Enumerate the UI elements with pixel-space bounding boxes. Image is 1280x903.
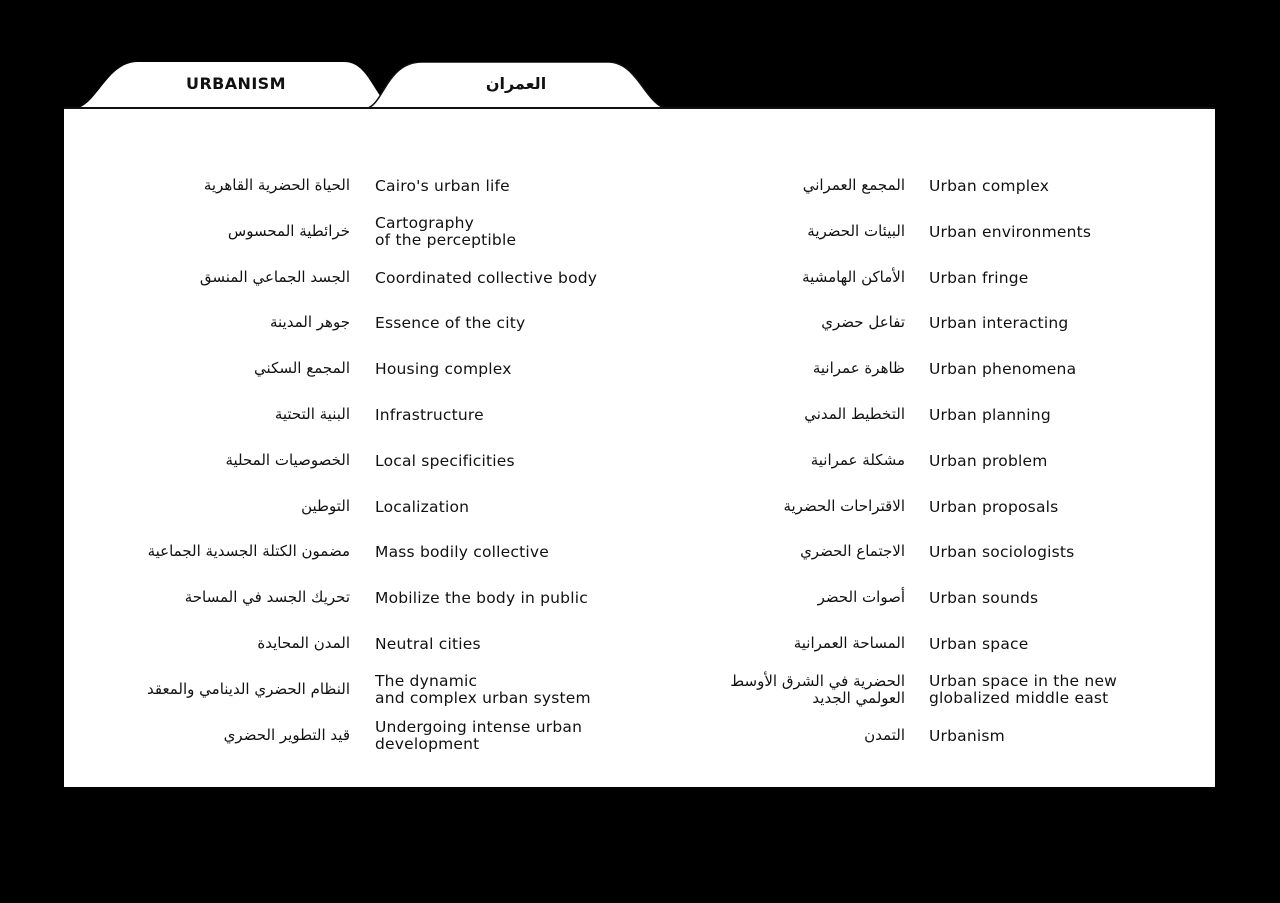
arabic-term: الاجتماع الحضري xyxy=(800,542,905,561)
arabic-term: الحياة الحضرية القاهرية xyxy=(203,176,350,194)
tab-arabic[interactable] xyxy=(368,62,664,108)
arabic-term: المجمع العمراني xyxy=(802,176,905,194)
arabic-term: تحريك الجسد في المساحة xyxy=(184,588,350,607)
arabic-term: المدن المحايدة xyxy=(257,634,350,652)
english-term: Urban sociologists xyxy=(929,543,1075,562)
arabic-term: النظام الحضري الدينامي والمعقد xyxy=(147,679,350,698)
glossary-panel xyxy=(64,107,1215,787)
arabic-term: أصوات الحضر xyxy=(817,588,905,607)
english-term: Urban planning xyxy=(929,406,1051,424)
arabic-term: تفاعل حضري xyxy=(821,313,905,332)
english-term: Coordinated collective body xyxy=(375,268,598,287)
english-term: Urban space xyxy=(929,635,1029,653)
english-term: Infrastructure xyxy=(375,406,484,424)
arabic-term: ظاهرة عمرانية xyxy=(812,359,905,378)
arabic-term: التمدن xyxy=(864,725,905,744)
arabic-term: مشكلة عمرانية xyxy=(810,450,905,469)
english-term: Urban problem xyxy=(929,451,1048,470)
arabic-term: الجسد الجماعي المنسق xyxy=(199,267,350,286)
english-term: Localization xyxy=(375,497,470,516)
arabic-term: الخصوصيات المحلية xyxy=(225,450,350,469)
arabic-term: المساحة العمرانية xyxy=(793,634,905,652)
english-term: Urban environments xyxy=(929,222,1092,241)
arabic-term: الحضرية في الشرق الأوسط العولمي الجديد xyxy=(730,671,905,707)
english-term: Cairo's urban life xyxy=(375,177,510,195)
arabic-term: البيئات الحضرية xyxy=(807,221,905,240)
english-term: Urban interacting xyxy=(929,314,1069,333)
english-term: Cartography of the perceptible xyxy=(375,213,517,249)
english-term: Mobilize the body in public xyxy=(375,589,588,608)
english-term: Local specificities xyxy=(375,451,515,470)
english-term: Urban phenomena xyxy=(929,360,1077,379)
english-term: Urban complex xyxy=(929,177,1050,195)
english-term: Undergoing intense urban development xyxy=(375,717,583,753)
arabic-term: التوطين xyxy=(301,496,350,515)
english-term: Urbanism xyxy=(929,726,1005,745)
english-term: Housing complex xyxy=(375,360,512,379)
english-term: Urban proposals xyxy=(929,497,1059,516)
arabic-term: قيد التطوير الحضري xyxy=(223,725,350,744)
english-term: Mass bodily collective xyxy=(375,543,549,562)
tab-label: العمران xyxy=(485,73,547,93)
english-term: Urban space in the new globalized middle east xyxy=(929,671,1118,707)
english-term: Neutral cities xyxy=(375,635,481,653)
english-term: Essence of the city xyxy=(375,314,526,333)
arabic-term: مضمون الكتلة الجسدية الجماعية xyxy=(147,542,350,561)
english-term: Urban fringe xyxy=(929,268,1029,287)
arabic-term: جوهر المدينة xyxy=(269,313,350,332)
arabic-term: البنية التحتية xyxy=(274,405,350,423)
arabic-term: الأماكن الهامشية xyxy=(802,267,905,286)
tab-label: URBANISM xyxy=(186,73,286,93)
arabic-term: الاقتراحات الحضرية xyxy=(783,496,905,515)
english-term: Urban sounds xyxy=(929,589,1039,608)
tab-urbanism[interactable] xyxy=(78,62,394,108)
arabic-term: التخطيط المدني xyxy=(804,405,905,423)
arabic-term: خرائطية المحسوس xyxy=(227,221,350,240)
arabic-term: المجمع السكني xyxy=(254,359,350,378)
english-term: The dynamic and complex urban system xyxy=(375,671,591,707)
